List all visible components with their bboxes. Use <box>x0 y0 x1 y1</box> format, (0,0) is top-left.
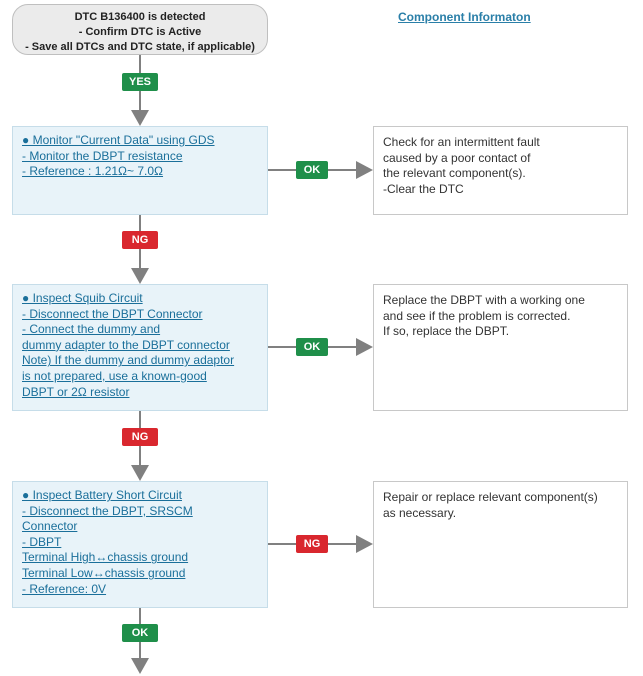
step-line[interactable]: ● Inspect Squib Circuit <box>22 291 143 305</box>
arrow-down-icon <box>131 110 149 126</box>
step-line[interactable]: is not prepared, use a known-good <box>22 368 207 383</box>
ok-badge: OK <box>122 624 158 642</box>
step-line[interactable]: DBPT or 2Ω resistor <box>22 384 130 399</box>
step-line[interactable]: Terminal High↔chassis ground <box>22 550 189 565</box>
start-line: - Confirm DTC is Active <box>78 26 202 38</box>
result-line: Replace the DBPT with a working one <box>383 293 585 307</box>
result-line: If so, replace the DBPT. <box>383 324 510 339</box>
result-line: Check for an intermittent fault <box>383 135 540 149</box>
step-line[interactable]: - Connect the dummy and <box>22 322 161 337</box>
arrow-right-icon <box>356 161 373 179</box>
result-replace-dbpt <box>373 284 628 411</box>
arrow-down-icon <box>131 268 149 284</box>
result-repair-component <box>373 481 628 608</box>
ng-badge: NG <box>122 231 158 249</box>
step-line[interactable]: Note) If the dummy and dummy adaptor <box>22 353 235 368</box>
step-line[interactable]: Terminal Low↔chassis ground <box>22 565 186 580</box>
result-line: and see if the problem is corrected. <box>383 308 571 323</box>
ok-badge: OK <box>296 338 328 356</box>
step-inspect-squib-circuit <box>12 284 268 411</box>
arrow-right-icon <box>356 338 373 356</box>
step-line[interactable]: dummy adapter to the DBPT connector <box>22 337 230 352</box>
step-line[interactable]: - DBPT <box>22 534 62 549</box>
step-line[interactable]: - Disconnect the DBPT, SRSCM <box>22 503 193 518</box>
ng-badge: NG <box>122 428 158 446</box>
step-line[interactable]: Connector <box>22 519 78 534</box>
yes-badge: YES <box>122 73 158 91</box>
result-line: as necessary. <box>383 505 457 520</box>
step-line[interactable]: ● Inspect Battery Short Circuit <box>22 488 182 502</box>
start-node <box>12 4 268 55</box>
arrow-down-icon <box>131 465 149 481</box>
arrow-right-icon <box>356 535 373 553</box>
ok-badge: OK <box>296 161 328 179</box>
step-line[interactable]: - Reference: 0V <box>22 581 107 596</box>
component-information-link[interactable]: Component Informaton <box>398 10 531 24</box>
result-intermittent-fault <box>373 126 628 215</box>
start-line: - Save all DTCs and DTC state, if applicable) <box>25 41 255 53</box>
start-line: DTC B136400 is detected <box>74 11 206 23</box>
result-line: the relevant component(s). <box>383 166 526 181</box>
step-line[interactable]: - Reference : 1.21Ω~ 7.0Ω <box>22 164 164 179</box>
arrow-down-icon <box>131 658 149 674</box>
result-line: -Clear the DTC <box>383 181 464 196</box>
step-line[interactable]: ● Monitor "Current Data" using GDS <box>22 133 215 147</box>
step-line[interactable]: - Monitor the DBPT resistance <box>22 148 183 163</box>
step-inspect-battery-short-circuit <box>12 481 268 608</box>
step-line[interactable]: - Disconnect the DBPT Connector <box>22 306 203 321</box>
result-line: Repair or replace relevant component(s) <box>383 490 598 504</box>
result-line: caused by a poor contact of <box>383 150 531 165</box>
step-monitor-current-data <box>12 126 268 215</box>
ng-badge: NG <box>296 535 328 553</box>
